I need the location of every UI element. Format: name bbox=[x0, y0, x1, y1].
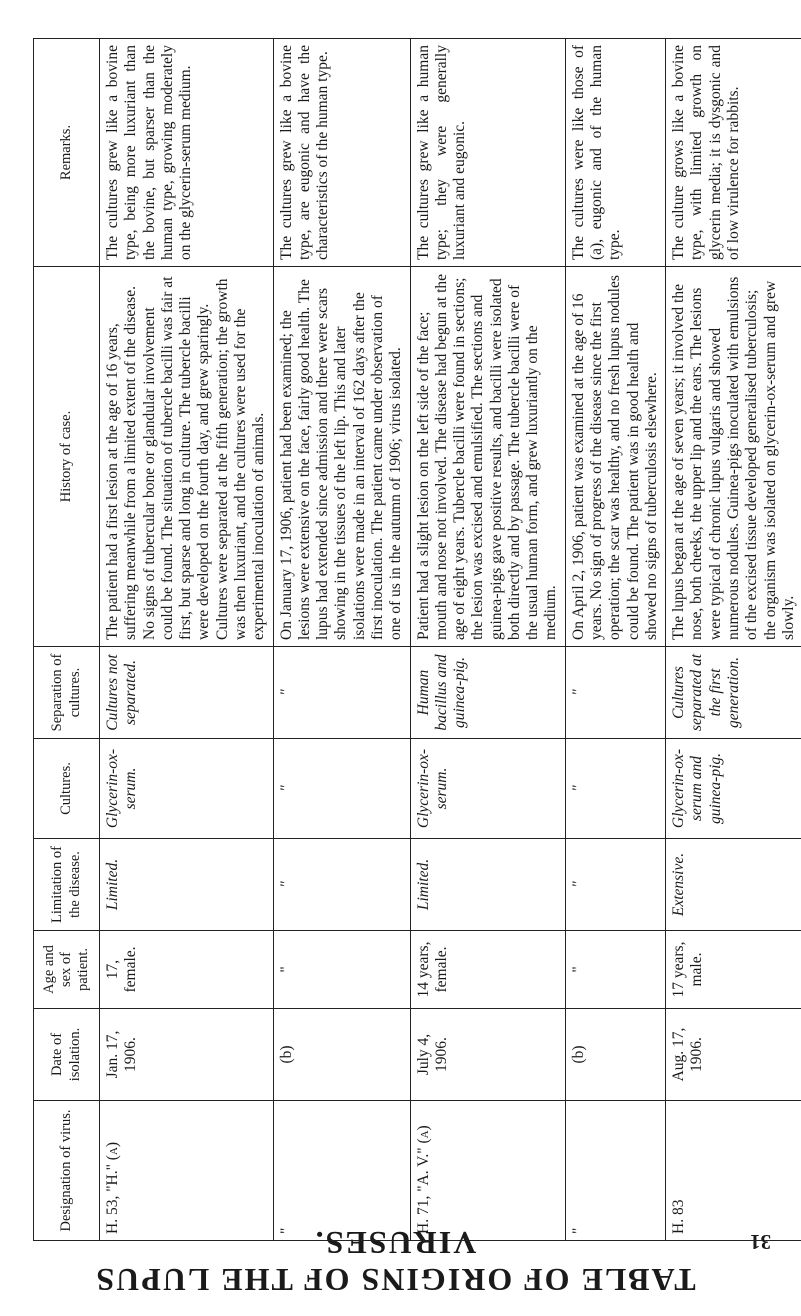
header-date: Date of isolation. bbox=[34, 1009, 100, 1101]
table-row bbox=[565, 39, 665, 1241]
table-header-row bbox=[34, 39, 100, 1241]
cell-remarks: The cultures grew like a bovine type, being more luxuriant than the bovine, but sparser than the human type, growing moderately on the glycerin-serum medium. bbox=[100, 39, 274, 267]
cell-cultures: " bbox=[273, 739, 410, 839]
table-row bbox=[410, 39, 565, 1241]
cell-cultures: " bbox=[565, 739, 665, 839]
cell-limitation: Limited. bbox=[100, 839, 274, 931]
cell-date: Aug. 17, 1906. bbox=[666, 1009, 801, 1101]
cell-separation: " bbox=[273, 647, 410, 739]
cell-history: On January 17, 1906, patient had been examined; the lesions were extensive on the face, fairly good health. The lupus had extended since admission and there were scars showing in the tissues of the left lip. This and later isolations were made in an interval of 162 days after the first inoculation. The patient came under observation of one of us in the autumn of 1906; virus isolated. bbox=[273, 267, 410, 647]
cell-separation: Cultures not separated. bbox=[100, 647, 274, 739]
origins-table-wrapper bbox=[33, 39, 797, 1241]
cell-date: (b) bbox=[565, 1009, 665, 1101]
cell-designation: H. 53, "H." (a) bbox=[100, 1101, 274, 1241]
cell-separation: Human bacillus and guinea-pig. bbox=[410, 647, 565, 739]
origins-table bbox=[33, 38, 801, 1241]
cell-age: 17, female. bbox=[100, 931, 274, 1009]
header-separation: Separation of cultures. bbox=[34, 647, 100, 739]
cell-cultures: Glycerin-ox-serum. bbox=[100, 739, 274, 839]
page-title: TABLE OF ORIGINS OF THE LUPUS VIRUSES. bbox=[94, 1225, 696, 1298]
cell-date: Jan. 17, 1906. bbox=[100, 1009, 274, 1101]
cell-date: (b) bbox=[273, 1009, 410, 1101]
cell-age: 17 years, male. bbox=[666, 931, 801, 1009]
cell-age: 14 years, female. bbox=[410, 931, 565, 1009]
cell-history: The lupus began at the age of seven years; it involved the nose, both cheeks, the upper lip and the ears. The lesions were typical of chronic lupus vulgaris and showed numerous nodules. Guinea-pigs inoculated with emulsions of the excised tissue developed generalised tuberculosis; the organism was isolated on glycerin-ox-serum and grew slowly. bbox=[666, 267, 801, 647]
cell-limitation: Limited. bbox=[410, 839, 565, 931]
cell-cultures: Glycerin-ox-serum. bbox=[410, 739, 565, 839]
cell-designation: " bbox=[273, 1101, 410, 1241]
cell-history: On April 2, 1906, patient was examined at the age of 16 years. No sign of progress of the disease since the first operation; the scar was healthy, and no fresh lupus nodules could be found. The patient was in good health and showed no signs of tuberculosis elsewhere. bbox=[565, 267, 665, 647]
cell-separation: Cultures separated at the first generation. bbox=[666, 647, 801, 739]
cell-remarks: The cultures grew like a bovine type, are eugonic and have the characteristics of the human type. bbox=[273, 39, 410, 267]
cell-limitation: Extensive. bbox=[666, 839, 801, 931]
cell-history: The patient had a first lesion at the age of 16 years, suffering meanwhile from a limited extent of the disease. No signs of tubercular bone or glandular involvement could be found. The situation of tubercle bacilli was fair at first, but sparse and long in culture. The tubercle bacilli were developed on the fourth day, and grew sparingly. Cultures were separated at the fifth generation; the growth was then luxuriant, and the cultures were used for the experimental inoculation of animals. bbox=[100, 267, 274, 647]
cell-limitation: " bbox=[565, 839, 665, 931]
cell-age: " bbox=[565, 931, 665, 1009]
cell-designation: H. 71, "A. V." (a) bbox=[410, 1101, 565, 1241]
cell-designation: H. 83 bbox=[666, 1101, 801, 1241]
cell-history: Patient had a slight lesion on the left side of the face; mouth and nose not involved. The disease had begun at the age of eight years. Tubercle bacilli were found in sections; the lesion was excised and emulsified. The sections and guinea-pigs gave positive results, and bacilli were isolated both directly and by passage. The tubercle bacilli were of the usual human form, and grew luxuriantly on the medium. bbox=[410, 267, 565, 647]
cell-separation: " bbox=[565, 647, 665, 739]
table-row bbox=[100, 39, 274, 1241]
header-history: History of case. bbox=[34, 267, 100, 647]
cell-age: " bbox=[273, 931, 410, 1009]
table-row bbox=[273, 39, 410, 1241]
header-cultures: Cultures. bbox=[34, 739, 100, 839]
cell-remarks: The culture grows like a bovine type, with limited growth on glycerin media; it is dysgonic and of low virulence for rabbits. bbox=[666, 39, 801, 267]
header-age: Age and sex of patient. bbox=[34, 931, 100, 1009]
page-number: 31 bbox=[750, 1230, 771, 1254]
cell-cultures: Glycerin-ox-serum and guinea-pig. bbox=[666, 739, 801, 839]
table-row bbox=[666, 39, 801, 1241]
cell-date: July 4, 1906. bbox=[410, 1009, 565, 1101]
header-limitation: Limitation of the disease. bbox=[34, 839, 100, 931]
header-remarks: Remarks. bbox=[34, 39, 100, 267]
cell-remarks: The cultures were like those of (a), eugonic and of the human type. bbox=[565, 39, 665, 267]
cell-remarks: The cultures grew like a human type; they were generally luxuriant and eugonic. bbox=[410, 39, 565, 267]
cell-designation: " bbox=[565, 1101, 665, 1241]
header-designation: Designation of virus. bbox=[34, 1101, 100, 1241]
cell-limitation: " bbox=[273, 839, 410, 931]
